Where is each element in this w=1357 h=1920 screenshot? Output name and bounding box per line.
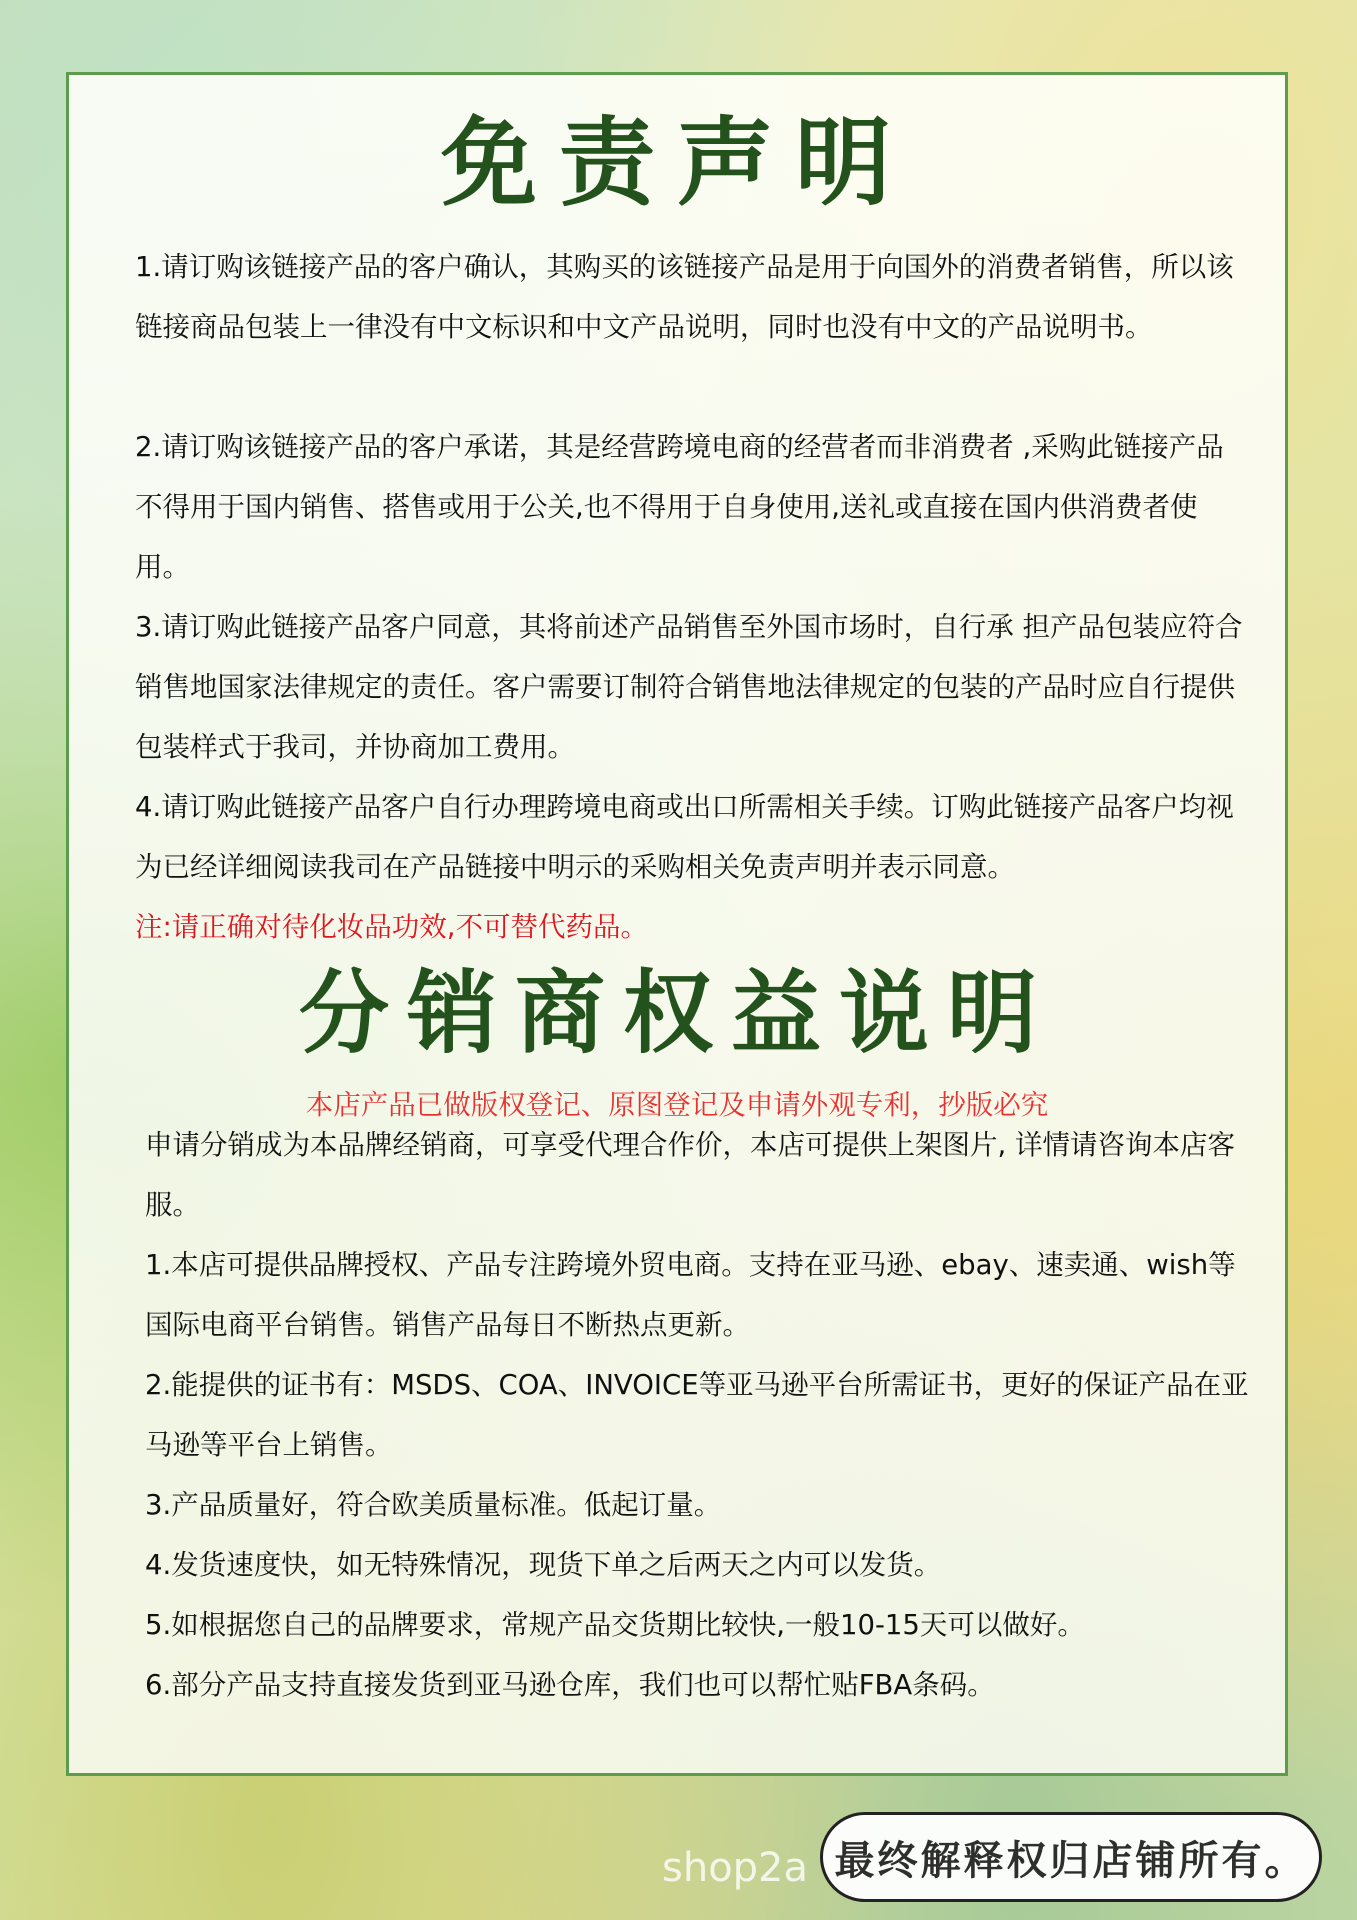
final-interpretation-badge [820,1812,1322,1902]
distributor-item-2: 2.能提供的证书有：MSDS、COA、INVOICE等亚马逊平台所需证书，更好的保证产品在亚马逊等平台上销售。 [145,1369,1249,1461]
disclaimer-paragraph-2: 2.请订购该链接产品的客户承诺，其是经营跨境电商的经营者而非消费者 ,采购此链接产品不得用于国内销售、搭售或用于公关,也不得用于自身使用,送礼或直接在国内供消费者使用。 [135,431,1224,583]
disclaimer-paragraph-4: 4.请订购此链接产品客户自行办理跨境电商或出口所需相关手续。订购此链接产品客户均视为已经详细阅读我司在产品链接中明示的采购相关免责声明并表示同意。 [135,791,1234,883]
distributor-intro: 申请分销成为本品牌经销商，可享受代理合作价，本店可提供上架图片, 详情请咨询本店客服。 [145,1129,1235,1221]
watermark-text: shop2a [662,1845,809,1891]
final-interpretation-text: 最终解释权归店铺所有。 [834,1836,1308,1884]
disclaimer-paragraph-3: 3.请订购此链接产品客户同意，其将前述产品销售至外国市场时，自行承 担产品包装应符合销售地国家法律规定的责任。客户需要订制符合销售地法律规定的包装的产品时应自行提供包装样式于我司，并协商加工费用。 [135,611,1243,763]
disclaimer-note: 注:请正确对待化妆品功效,不可替代药品。 [135,911,649,943]
distributor-title: 分销商权益说明 [299,960,1055,1066]
disclaimer-paragraph-1: 1.请订购该链接产品的客户确认，其购买的该链接产品是用于向国外的消费者销售，所以该链接商品包装上一律没有中文标识和中文产品说明，同时也没有中文的产品说明书。 [135,251,1234,343]
distributor-item-1: 1.本店可提供品牌授权、产品专注跨境外贸电商。支持在亚马逊、ebay、速卖通、wish等国际电商平台销售。销售产品每日不断热点更新。 [145,1249,1236,1341]
distributor-item-3: 3.产品质量好，符合欧美质量标准。低起订量。 [145,1489,722,1521]
distributor-item-6: 6.部分产品支持直接发货到亚马逊仓库，我们也可以帮忙贴FBA条码。 [145,1669,995,1701]
distributor-item-4: 4.发货速度快，如无特殊情况，现货下单之后两天之内可以发货。 [145,1549,942,1581]
document-panel [66,72,1288,1776]
distributor-item-5: 5.如根据您自己的品牌要求，常规产品交货期比较快,一般10-15天可以做好。 [145,1609,1085,1641]
disclaimer-title: 免责声明 [441,106,913,219]
copyright-notice: 本店产品已做版权登记、原图登记及申请外观专利，抄版必究 [305,1089,1049,1121]
